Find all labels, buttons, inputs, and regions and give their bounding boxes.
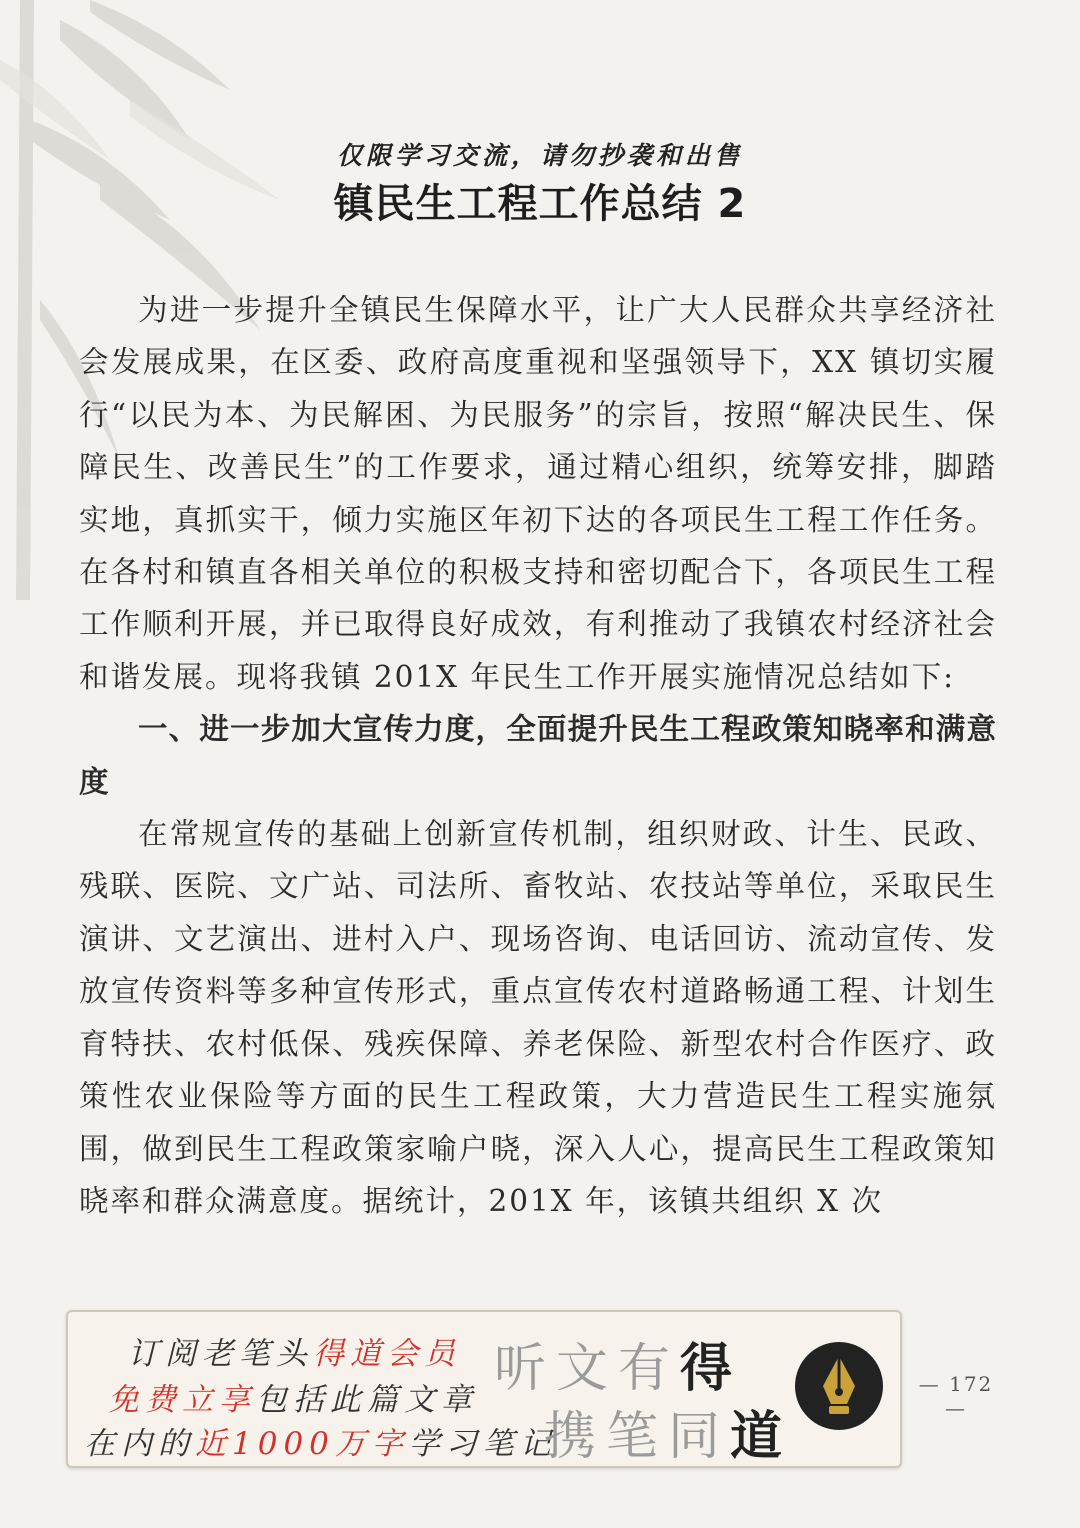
subscription-banner[interactable] [66,1310,902,1468]
paragraph-section-1: 在常规宣传的基础上创新宣传机制，组织财政、计生、民政、残联、医院、文广站、司法所、畜牧站、农技站等单位，采取民生演讲、文艺演出、进村入户、现场咨询、电话回访、流动宣传、发放宣传资料等多种宣传形式，重点宣传农村道路畅通工程、计划生育特扶、农村低保、残疾保障、养老保险、新型农村合作医疗、政策性农业保险等方面的民生工程政策，大力营造民生工程实施氛围，做到民生工程政策家喻户晓，深入人心，提高民生工程政策知晓率和群众满意度。据统计，201X 年，该镇共组织 X 次 [79,817,997,1218]
paragraph-intro: 为进一步提升全镇民生保障水平，让广大人民群众共享经济社会发展成果，在区委、政府高度重视和坚强领导下，XX 镇切实履行“以民为本、为民解困、为民服务”的宗旨，按照“解决民生、保障民生、改善民生”的工作要求，通过精心组织，统筹安排，脚踏实地，真抓实干，倾力实施区年初下达的各项民生工程工作任务。在各村和镇直各相关单位的积极支持和密切配合下，各项民生工程工作顺利开展，并已取得良好成效，有利推动了我镇农村经济社会和谐发展。现将我镇 201X 年民生工作开展实施情况总结如下: [79,293,997,694]
pen-nib-logo [795,1342,883,1430]
banner-slogan-2-a: 携笔同 [544,1407,731,1467]
page-title: 镇民生工程工作总结 2 [333,181,747,227]
document-body [79,284,997,1227]
section-heading-1: 一、进一步加大宣传力度，全面提升民生工程政策知晓率和满意度 [79,712,997,799]
banner-slogan-1 [494,1326,742,1401]
banner-line-1 [128,1328,461,1373]
banner-line-3-b: 近1000万字 [195,1426,409,1462]
banner-line-3 [84,1418,557,1463]
banner-line-3-a: 在内的 [84,1426,195,1462]
notice-line: 仅限学习交流，请勿抄袭和出售 [336,141,743,170]
banner-line-2-a: 免费立享 [108,1382,256,1418]
banner-line-1-b: 得道会员 [313,1336,461,1372]
banner-slogan-1-b: 得 [680,1338,743,1399]
banner-slogan-2-b: 道 [730,1406,793,1467]
banner-slogan-1-a: 听文有 [494,1339,681,1399]
banner-line-1-a: 订阅老笔头 [128,1336,313,1372]
pen-nib-icon [795,1342,883,1430]
banner-line-2-b: 包括此篇文章 [256,1382,478,1418]
banner-line-2 [108,1374,478,1419]
banner-line-3-c: 学习笔记 [408,1426,557,1462]
banner-slogan-2 [544,1394,792,1469]
page-number: — 172 — [918,1372,994,1420]
